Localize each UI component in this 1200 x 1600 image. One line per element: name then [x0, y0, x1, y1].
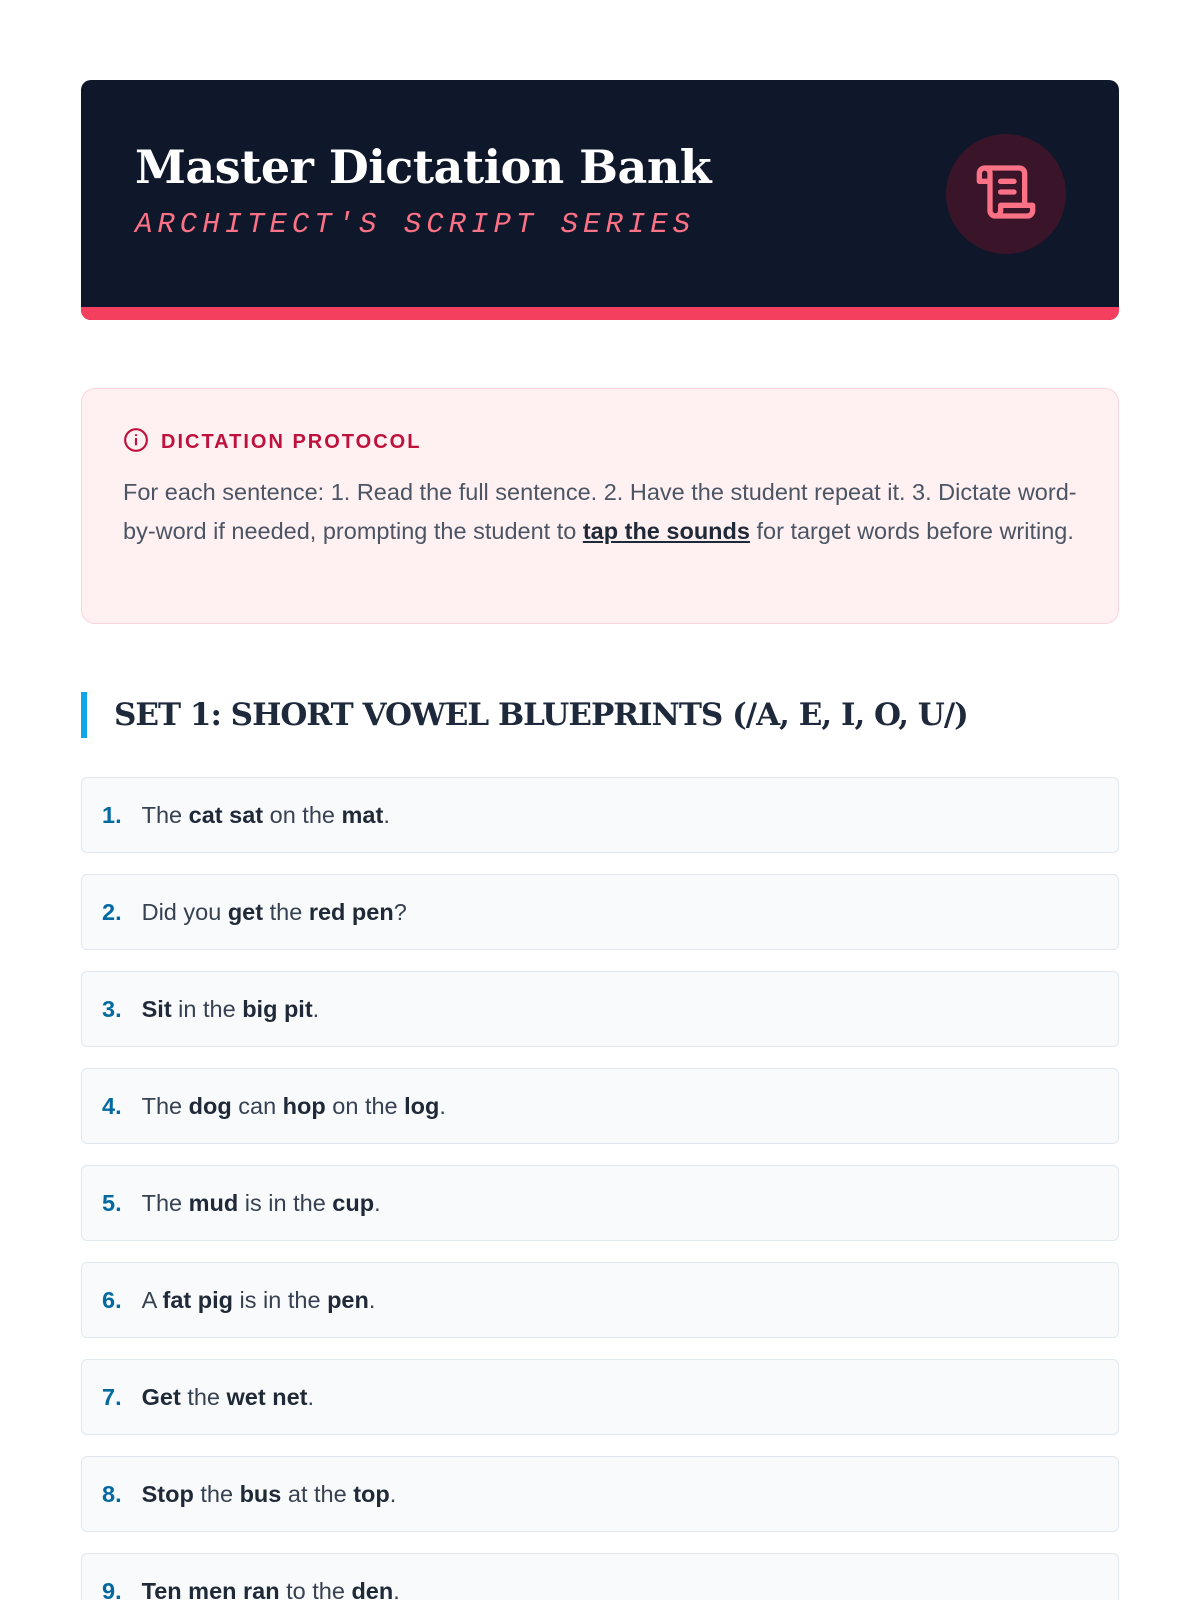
- sentence-text: [142, 1093, 446, 1120]
- sentence-text: [142, 1287, 376, 1314]
- protocol-text-before: For each sentence: 1. Read the full sentence. 2. Have the student repeat it. 3. Dictate word-by-word if needed, prompting the student to: [123, 479, 1077, 544]
- sentence-fragment: the: [180, 1383, 227, 1410]
- sentence-number: 2.: [102, 898, 122, 925]
- sentence-item: [81, 1262, 1119, 1338]
- series-subtitle: ARCHITECT'S SCRIPT SERIES: [135, 208, 696, 241]
- section-title: SET 1: SHORT VOWEL BLUEPRINTS (/A, E, I, O, U/): [114, 697, 968, 733]
- sentence-number: 9.: [102, 1577, 122, 1600]
- target-word: Sit: [141, 995, 172, 1022]
- sentence-item: [81, 1068, 1119, 1144]
- sentence-number: 5.: [102, 1189, 122, 1216]
- sentence-item: [81, 777, 1119, 853]
- sentence-fragment: .: [374, 1189, 381, 1216]
- target-word: pen: [327, 1286, 369, 1313]
- sentence-fragment: on the: [263, 801, 342, 828]
- info-circle-icon: [123, 427, 149, 458]
- sentence-text: [142, 1384, 314, 1411]
- target-word: wet net: [226, 1383, 308, 1410]
- target-word: cat sat: [188, 801, 264, 828]
- sentence-list: [81, 777, 1119, 1600]
- sentence-fragment: .: [393, 1577, 400, 1600]
- sentence-text: [142, 1578, 400, 1600]
- sentence-fragment: in the: [171, 995, 243, 1022]
- sentence-fragment: .: [389, 1480, 397, 1507]
- scroll-icon: [974, 160, 1038, 229]
- target-word: top: [353, 1480, 390, 1507]
- section-accent-bar: [81, 692, 87, 738]
- sentence-fragment: The: [141, 1092, 189, 1119]
- sentence-fragment: .: [383, 801, 390, 828]
- sentence-fragment: .: [439, 1092, 446, 1119]
- sentence-fragment: .: [368, 1286, 376, 1313]
- protocol-emphasis: tap the sounds: [582, 517, 750, 544]
- sentence-fragment: at the: [281, 1480, 354, 1507]
- target-word: cup: [332, 1189, 375, 1216]
- sentence-fragment: .: [307, 1383, 315, 1410]
- protocol-label: DICTATION PROTOCOL: [161, 430, 422, 453]
- protocol-heading: [123, 429, 1078, 455]
- sentence-fragment: the: [263, 898, 309, 925]
- sentence-number: 4.: [102, 1092, 122, 1119]
- target-word: mat: [341, 801, 384, 828]
- target-word: big pit: [242, 995, 313, 1022]
- sentence-fragment: is in the: [238, 1189, 333, 1216]
- target-word: den: [351, 1577, 394, 1600]
- sentence-number: 6.: [102, 1286, 122, 1313]
- header-accent-bar: [81, 307, 1119, 320]
- protocol-box: [81, 388, 1119, 624]
- sentence-item: [81, 1553, 1119, 1600]
- sentence-fragment: is in the: [233, 1286, 328, 1313]
- sentence-fragment: Did you: [141, 898, 228, 925]
- target-word: fat pig: [162, 1286, 234, 1313]
- sentence-fragment: on the: [325, 1092, 405, 1119]
- sentence-text: [142, 996, 320, 1023]
- target-word: mud: [188, 1189, 239, 1216]
- sentence-text: [142, 802, 390, 829]
- sentence-number: 7.: [102, 1383, 122, 1410]
- sentence-item: [81, 971, 1119, 1047]
- sentence-fragment: The: [141, 801, 189, 828]
- target-word: log: [404, 1092, 440, 1119]
- target-word: red pen: [308, 898, 394, 925]
- sentence-fragment: .: [312, 995, 320, 1022]
- header-card: [81, 80, 1119, 320]
- protocol-text-after: for target words before writing.: [749, 517, 1074, 544]
- target-word: Stop: [141, 1480, 194, 1507]
- scroll-emblem: [946, 134, 1066, 254]
- target-word: dog: [188, 1092, 232, 1119]
- sentence-number: 8.: [102, 1480, 122, 1507]
- target-word: hop: [282, 1092, 326, 1119]
- sentence-item: [81, 1165, 1119, 1241]
- sentence-item: [81, 1359, 1119, 1435]
- target-word: get: [227, 898, 264, 925]
- target-word: bus: [239, 1480, 282, 1507]
- sentence-text: [142, 1481, 397, 1508]
- page-title: Master Dictation Bank: [135, 140, 712, 194]
- sentence-fragment: A: [141, 1286, 163, 1313]
- sentence-item: [81, 874, 1119, 950]
- sentence-fragment: ?: [393, 898, 407, 925]
- sentence-fragment: the: [193, 1480, 240, 1507]
- sentence-fragment: to the: [279, 1577, 352, 1600]
- sentence-text: [142, 1190, 381, 1217]
- protocol-text: [123, 473, 1078, 550]
- section-heading: [81, 692, 1119, 738]
- sentence-fragment: The: [141, 1189, 189, 1216]
- sentence-text: [142, 899, 407, 926]
- sentence-item: [81, 1456, 1119, 1532]
- target-word: Get: [141, 1383, 181, 1410]
- sentence-number: 1.: [102, 801, 122, 828]
- target-word: Ten men ran: [141, 1577, 280, 1600]
- sentence-number: 3.: [102, 995, 122, 1022]
- sentence-fragment: can: [231, 1092, 283, 1119]
